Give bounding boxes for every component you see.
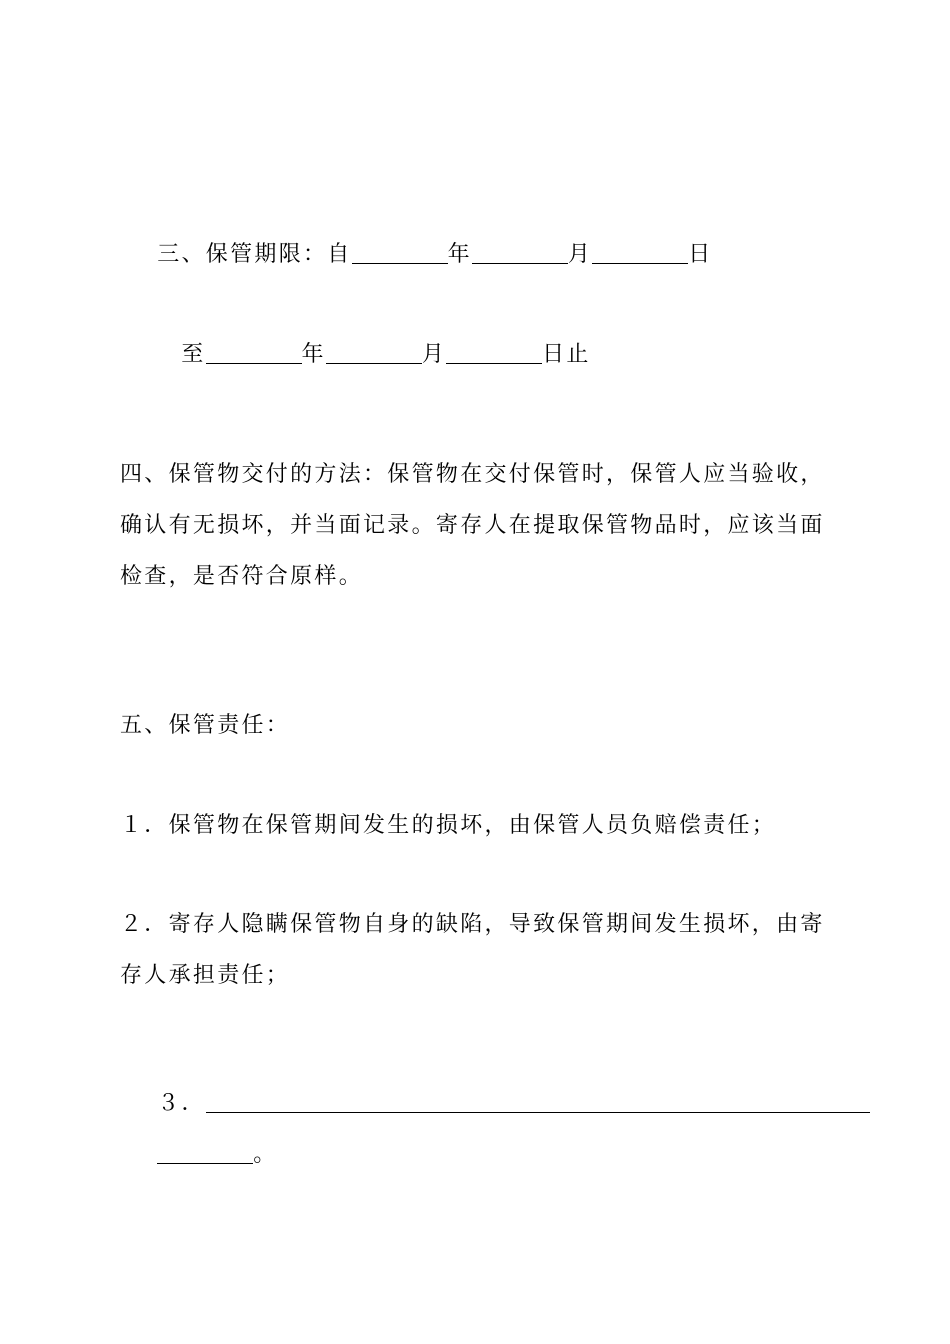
year-label: 年 (301, 342, 326, 367)
storage-period-end-line (144, 312, 859, 397)
liability-item-1: １．保管物在保管期间发生的损坏，由保管人员负赔偿责任； (120, 813, 777, 838)
day-label: 日 (688, 242, 713, 267)
year-label: 年 (447, 242, 472, 267)
until-label: 至 (181, 342, 206, 367)
item-3-blank-short[interactable] (157, 1143, 253, 1164)
storage-period-label: 三、保管期限：自 (157, 242, 352, 267)
start-day-blank[interactable] (592, 243, 688, 264)
liability-item-3-line-2 (120, 1112, 835, 1197)
delivery-method-line-1: 四、保管物交付的方法：保管物在交付保管时，保管人应当验收， (120, 462, 825, 487)
end-month-blank[interactable] (326, 343, 422, 364)
item-3-end-mark: 。 (253, 1142, 278, 1167)
month-label: 月 (567, 242, 593, 267)
item-3-blank-long[interactable] (206, 1092, 870, 1113)
storage-period-start-line (120, 212, 835, 297)
start-year-blank[interactable] (352, 243, 448, 264)
liability-item-2-line-2: 存人承担责任； (120, 963, 291, 988)
delivery-method-line-2: 确认有无损坏，并当面记录。寄存人在提取保管物品时，应该当面 (120, 513, 825, 538)
month-label: 月 (421, 342, 447, 367)
liability-item-2-line-1: ２．寄存人隐瞒保管物自身的缺陷，导致保管期间发生损坏，由寄 (120, 912, 825, 937)
start-month-blank[interactable] (472, 243, 568, 264)
delivery-method-line-3: 检查，是否符合原样。 (120, 564, 364, 589)
item-3-number: ３． (157, 1091, 206, 1116)
liability-heading: 五、保管责任： (120, 713, 291, 738)
end-day-blank[interactable] (446, 343, 542, 364)
end-day-label: 日止 (542, 342, 591, 367)
end-year-blank[interactable] (206, 343, 302, 364)
